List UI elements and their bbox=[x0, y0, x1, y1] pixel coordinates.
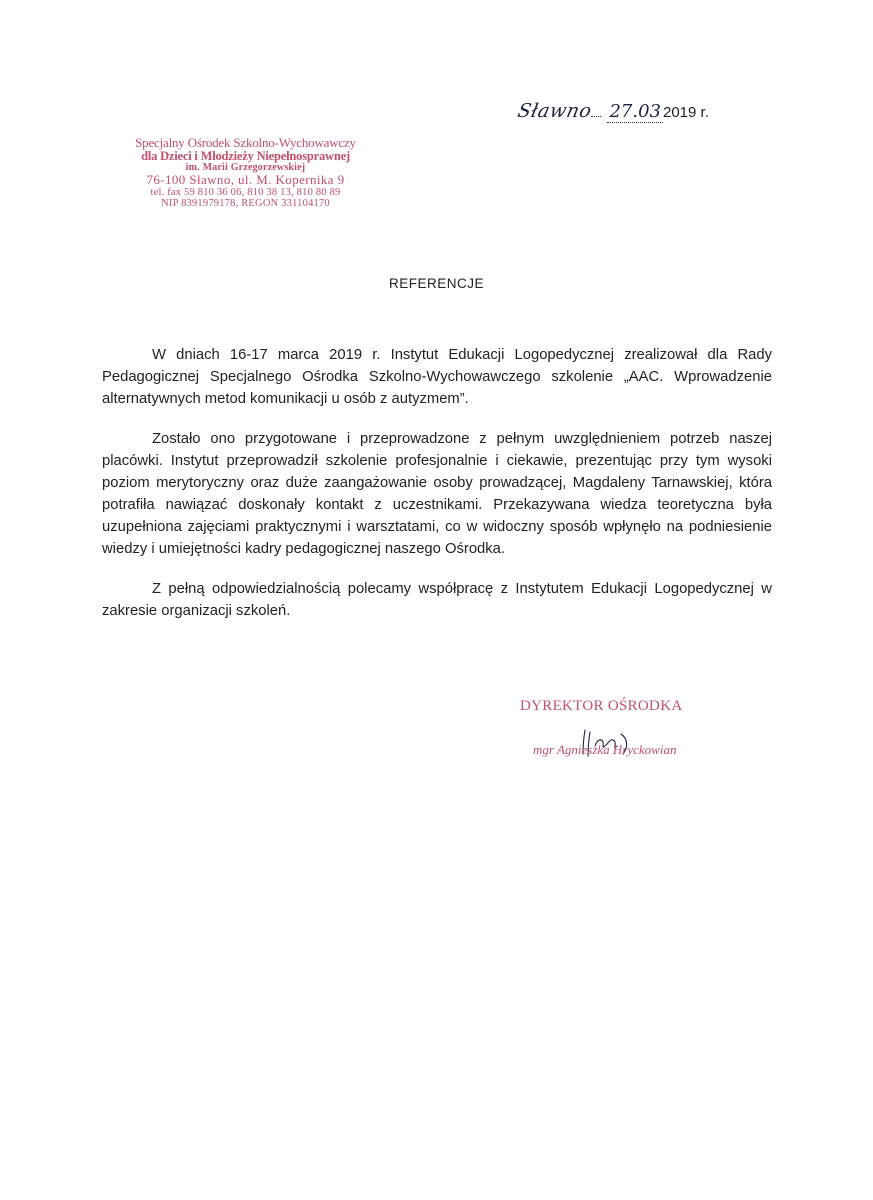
body-paragraph-3: Z pełną odpowiedzialnością polecamy współpracę z Instytutem Edukacji Logopedycznej w zakresie organizacji szkoleń. bbox=[102, 581, 772, 619]
date-year: 2019 r. bbox=[662, 104, 709, 121]
document-body bbox=[102, 344, 772, 640]
stamp-line-name: Specjalny Ośrodek Szkolno-Wychowawczy bbox=[135, 135, 356, 150]
stamp-line-address: 76-100 Sławno, ul. M. Kopernika 9 bbox=[146, 172, 345, 188]
stamp-line-phone: tel. fax 59 810 36 06, 810 38 13, 810 80 89 bbox=[150, 186, 341, 198]
body-paragraph-1: W dniach 16-17 marca 2019 r. Instytut Edukacji Logopedycznej zrealizował dla Rady Pedagogicznej Specjalnego Ośrodka Szkolno-Wychowawczego szkolenie „AAC. Wprowadzenie alternatywnych metod komunikacji u osób z autyzmem”. bbox=[102, 347, 772, 407]
stamp-line-patron: im. Marii Grzegorzewskiej bbox=[185, 161, 306, 173]
handwritten-place: Sławno bbox=[515, 100, 594, 122]
signature-name: mgr Agnieszka Hryckowian bbox=[533, 742, 677, 757]
date-line bbox=[515, 100, 728, 128]
stamp-line-target: dla Dzieci i Młodzieży Niepełnosprawnej bbox=[141, 148, 350, 163]
signature-block bbox=[520, 698, 720, 757]
document-title: REFERENCJE bbox=[388, 276, 484, 291]
date-dots bbox=[591, 116, 601, 117]
handwritten-date: 27.03 bbox=[609, 101, 661, 122]
institution-stamp bbox=[133, 136, 358, 209]
stamp-line-ids: NIP 8391979178, REGON 331104170 bbox=[161, 197, 330, 209]
body-paragraph-2: Zostało ono przygotowane i przeprowadzone z pełnym uwzględnieniem potrzeb naszej placówki. Instytut przeprowadził szkolenie profesjonalnie i ciekawie, prezentując przy tym wysoki poziom merytoryczny oraz duże zaangażowanie osoby prowadzącej, Magdaleny Tarnawskiej, która potrafiła nawiązać doskonały kontakt z uczestnikami. Przekazywana wiedza teoretyczna była uzupełniona zajęciami praktycznymi i warsztatami, co w widoczny sposób wpłynęło na podniesienie wiedzy i umiejętności kadry pedagogicznej naszego Ośrodka. bbox=[102, 431, 772, 557]
signature-role: DYREKTOR OŚRODKA bbox=[520, 698, 683, 714]
